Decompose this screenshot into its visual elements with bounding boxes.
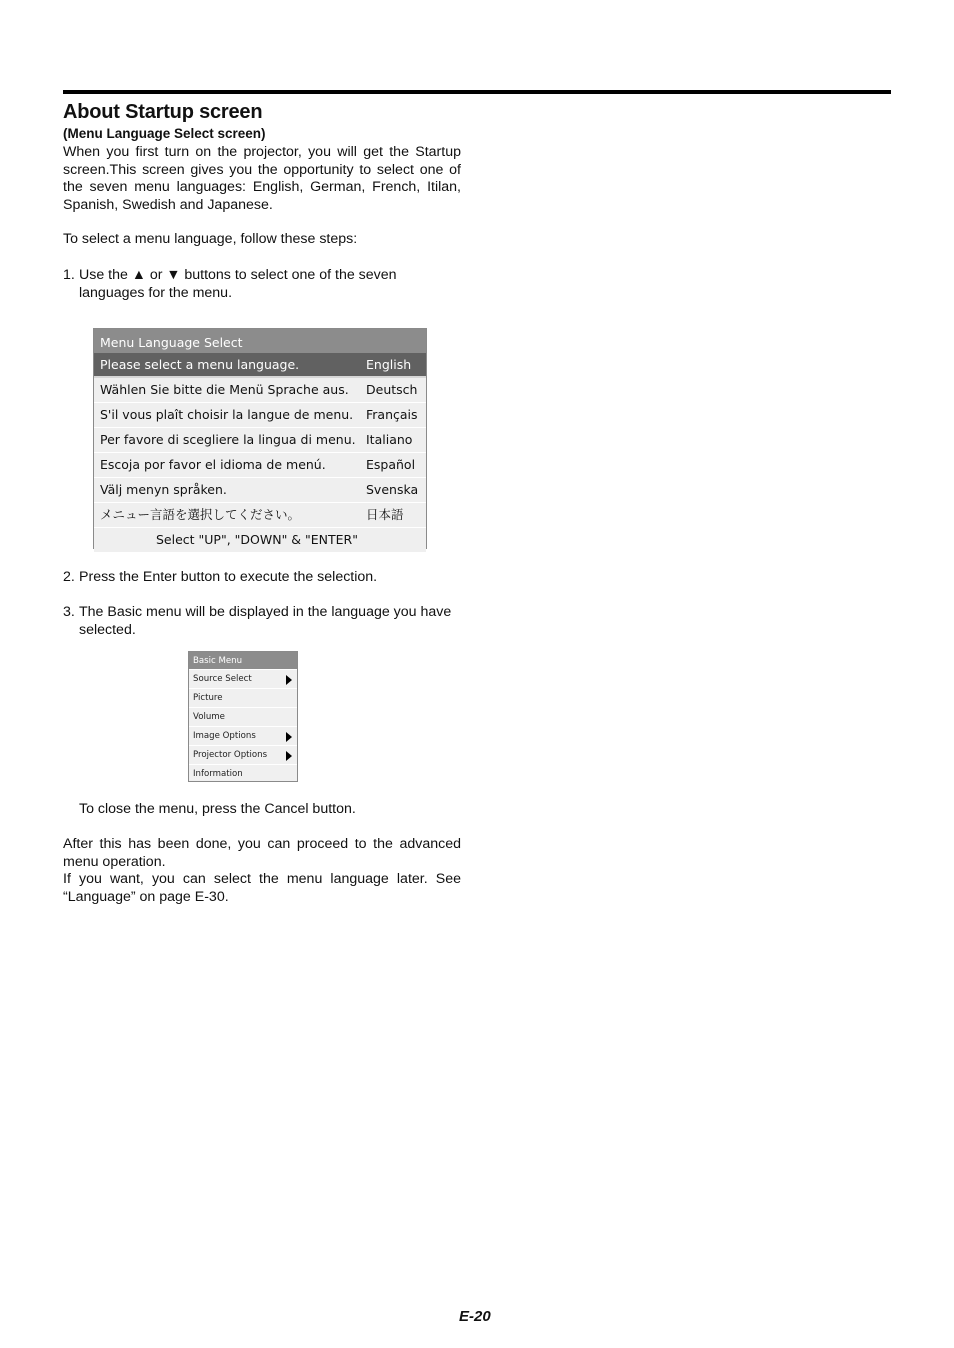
- step-number: 3.: [63, 604, 75, 620]
- language-option-francais[interactable]: [94, 402, 426, 427]
- after-paragraph: After this has been done, you can proceed to the advanced menu operation.: [63, 836, 461, 870]
- menu-item-label: Volume: [193, 712, 225, 722]
- close-note: To close the menu, press the Cancel button.: [79, 801, 356, 817]
- menu-language-select-screen: [93, 328, 427, 549]
- language-prompt: S'il vous plaît choisir la langue de menu.: [100, 407, 354, 422]
- page-subtitle: (Menu Language Select screen): [63, 126, 266, 141]
- language-prompt: Please select a menu language.: [100, 357, 300, 372]
- menu-instructions: Select "UP", "DOWN" & "ENTER": [94, 527, 426, 552]
- page-title: About Startup screen: [63, 101, 263, 123]
- intro-paragraph: When you first turn on the projector, you will get the Startup screen.This screen gives you the opportunity to select one of the seven menu languages: English, German, French, Itilan, Spanish, Swedish and Japanese.: [63, 144, 461, 213]
- step-text: Use the ▲ or ▼ buttons to select one of the seven languages for the menu.: [79, 267, 397, 301]
- language-option-japanese[interactable]: [94, 502, 426, 527]
- menu-item-projector-options[interactable]: [189, 745, 297, 764]
- menu-item-label: Projector Options: [193, 750, 268, 760]
- menu-item-volume[interactable]: [189, 707, 297, 726]
- menu-item-image-options[interactable]: [189, 726, 297, 745]
- step-text: The Basic menu will be displayed in the language you have selected.: [79, 604, 452, 638]
- language-prompt: Per favore di scegliere la lingua di menu.: [100, 432, 356, 447]
- language-prompt: メニュー言語を選択してください。: [100, 507, 301, 522]
- language-name: Svenska: [366, 482, 419, 497]
- menu-item-label: Source Select: [193, 674, 252, 684]
- menu-item-label: Image Options: [193, 731, 256, 741]
- page-number: E-20: [459, 1308, 491, 1325]
- language-option-italiano[interactable]: [94, 427, 426, 452]
- step-number: 2.: [63, 569, 75, 585]
- step-2: [63, 569, 461, 587]
- top-rule: [63, 90, 891, 94]
- menu-item-information[interactable]: [189, 764, 297, 783]
- basic-menu-screen: [188, 651, 298, 782]
- language-name: Italiano: [366, 432, 413, 447]
- step-3: [63, 604, 461, 639]
- menu-item-label: Picture: [193, 693, 223, 703]
- language-option-espanol[interactable]: [94, 452, 426, 477]
- menu-item-picture[interactable]: [189, 688, 297, 707]
- step-1: [63, 267, 461, 302]
- later-paragraph: If you want, you can select the menu language later. See “Language” on page E-30.: [63, 871, 461, 905]
- step-text: Press the Enter button to execute the selection.: [79, 569, 378, 585]
- language-name: 日本語: [366, 507, 404, 522]
- language-name: English: [366, 357, 412, 372]
- steps-intro: To select a menu language, follow these steps:: [63, 231, 358, 247]
- basic-menu-title: Basic Menu: [189, 652, 297, 669]
- submenu-arrow-icon: [286, 751, 292, 761]
- language-prompt: Välj menyn språken.: [100, 482, 227, 497]
- submenu-arrow-icon: [286, 675, 292, 685]
- language-name: Français: [366, 407, 418, 422]
- language-option-svenska[interactable]: [94, 477, 426, 502]
- menu-item-label: Information: [193, 769, 243, 779]
- language-option-english[interactable]: [94, 353, 426, 376]
- step-number: 1.: [63, 267, 75, 283]
- submenu-arrow-icon: [286, 732, 292, 742]
- language-name: Español: [366, 457, 416, 472]
- menu-item-source-select[interactable]: [189, 669, 297, 688]
- language-name: Deutsch: [366, 382, 418, 397]
- menu-title: Menu Language Select: [94, 329, 426, 353]
- language-option-deutsch[interactable]: [94, 376, 426, 402]
- language-prompt: Wählen Sie bitte die Menü Sprache aus.: [100, 382, 349, 397]
- language-prompt: Escoja por favor el idioma de menú.: [100, 457, 326, 472]
